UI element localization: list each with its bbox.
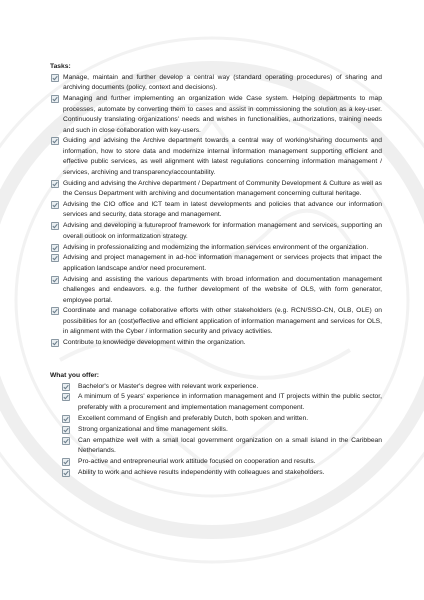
- task-text: Guiding and advising the Archive department towards a central way of working/sharing documents and information, how to store data and modernize internal information management supporting efficient and effective public services, as well alignment with latest regulations concerning information management / services, archiving and transparency/accountability.: [63, 137, 382, 176]
- task-text: Advising the CIO office and ICT team in latest developments and policies that advance our information services and security, data storage and management.: [63, 200, 382, 219]
- task-item: [50, 338, 382, 348]
- checkbox-bullet-icon: [62, 469, 70, 477]
- checkbox-bullet-icon: [51, 180, 59, 188]
- document-content: [50, 62, 382, 479]
- offer-item: [50, 436, 382, 457]
- checkbox-bullet-icon: [51, 137, 59, 145]
- task-text: Advising in professionalizing and modernizing the information services environment of the organization.: [63, 243, 369, 251]
- checkbox-bullet-icon: [62, 437, 70, 445]
- offer-item: [50, 457, 382, 467]
- task-text: Advising and developing a futureproof framework for information management and services, supporting an overall outlook on informatization strategy.: [63, 222, 382, 240]
- offer-text: Bachelor's or Master's degree with relevant work experience.: [78, 382, 259, 390]
- offer-item: [50, 425, 382, 435]
- task-item: [50, 136, 382, 178]
- checkbox-bullet-icon: [62, 415, 70, 423]
- checkbox-bullet-icon: [51, 276, 59, 284]
- task-item: [50, 221, 382, 242]
- task-text: Coordinate and manage collaborative efforts with other stakeholders (e.g. RCN/SSO-CN, OLB, OLE) on possibilities for an (cost)effective and efficient application of information management and services for OLS, in alignment with the Cyber / information security and privacy activities.: [63, 307, 382, 336]
- task-item: [50, 243, 382, 253]
- task-item: [50, 73, 382, 94]
- task-item: [50, 179, 382, 200]
- checkbox-bullet-icon: [62, 458, 70, 466]
- offer-text: Excellent command of English and preferably Dutch, both spoken and written.: [78, 414, 309, 422]
- checkbox-bullet-icon: [51, 222, 59, 230]
- task-item: [50, 306, 382, 337]
- offer-text: Pro-active and entrepreneurial work attitude focused on cooperation and results.: [78, 457, 316, 465]
- task-text: Advising and project management in ad-hoc information management or services projects that impact the application landscape and/or need procurement.: [63, 254, 382, 272]
- task-item: [50, 275, 382, 306]
- offer-heading: What you offer:: [50, 371, 100, 379]
- task-item: [50, 253, 382, 274]
- offer-item: [50, 468, 382, 478]
- task-item: [50, 94, 382, 136]
- offer-item: [50, 382, 382, 392]
- checkbox-bullet-icon: [51, 254, 59, 262]
- checkbox-bullet-icon: [62, 426, 70, 434]
- offer-text: A minimum of 5 years' experience in information management and IT projects within the public sector, preferably with a procurement and implementation management component.: [78, 393, 382, 411]
- checkbox-bullet-icon: [51, 244, 59, 252]
- offer-item: [50, 414, 382, 424]
- task-text: Guiding and advising the Archive department / Department of Community Development & Culture as well as the Census Department with archiving and documentation management concerning cultural heritage.: [63, 179, 382, 197]
- offer-text: Can empathize well with a small local government organization on a small island in the Caribbean Netherlands.: [78, 436, 382, 454]
- checkbox-bullet-icon: [62, 393, 70, 401]
- checkbox-bullet-icon: [51, 201, 59, 209]
- task-text: Advising and assisting the various departments with broad information and documentation management challenges and endeavors. e.g. the further development of the website of OLS, with form generator, employee portal.: [63, 275, 382, 304]
- offer-section: [50, 371, 382, 479]
- checkbox-bullet-icon: [62, 383, 70, 391]
- task-text: Contribute to knowledge development within the organization.: [63, 339, 246, 347]
- checkbox-bullet-icon: [51, 307, 59, 315]
- offer-text: Ability to work and achieve results independently with colleagues and stakeholders.: [78, 468, 325, 476]
- offer-text: Strong organizational and time management skills.: [78, 425, 228, 433]
- tasks-section: [50, 62, 382, 349]
- offer-list: [50, 382, 382, 479]
- tasks-heading: Tasks:: [50, 63, 71, 70]
- checkbox-bullet-icon: [51, 95, 59, 103]
- offer-item: [50, 392, 382, 413]
- task-item: [50, 200, 382, 221]
- task-text: Managing and further implementing an organization wide Case system. Helping departments to map processes, automate by converting them to cases and assist in commissioning the solution as a key-user. Continuously translating organizations' needs and wishes in functionalities, authorizations, training needs and such in close collaboration with key-users.: [63, 95, 382, 134]
- checkbox-bullet-icon: [51, 74, 59, 82]
- task-text: Manage, maintain and further develop a central way (standard operating procedures) of sharing and archiving documents (policy, context and decisions).: [63, 74, 382, 92]
- checkbox-bullet-icon: [51, 339, 59, 347]
- tasks-list: [50, 73, 382, 349]
